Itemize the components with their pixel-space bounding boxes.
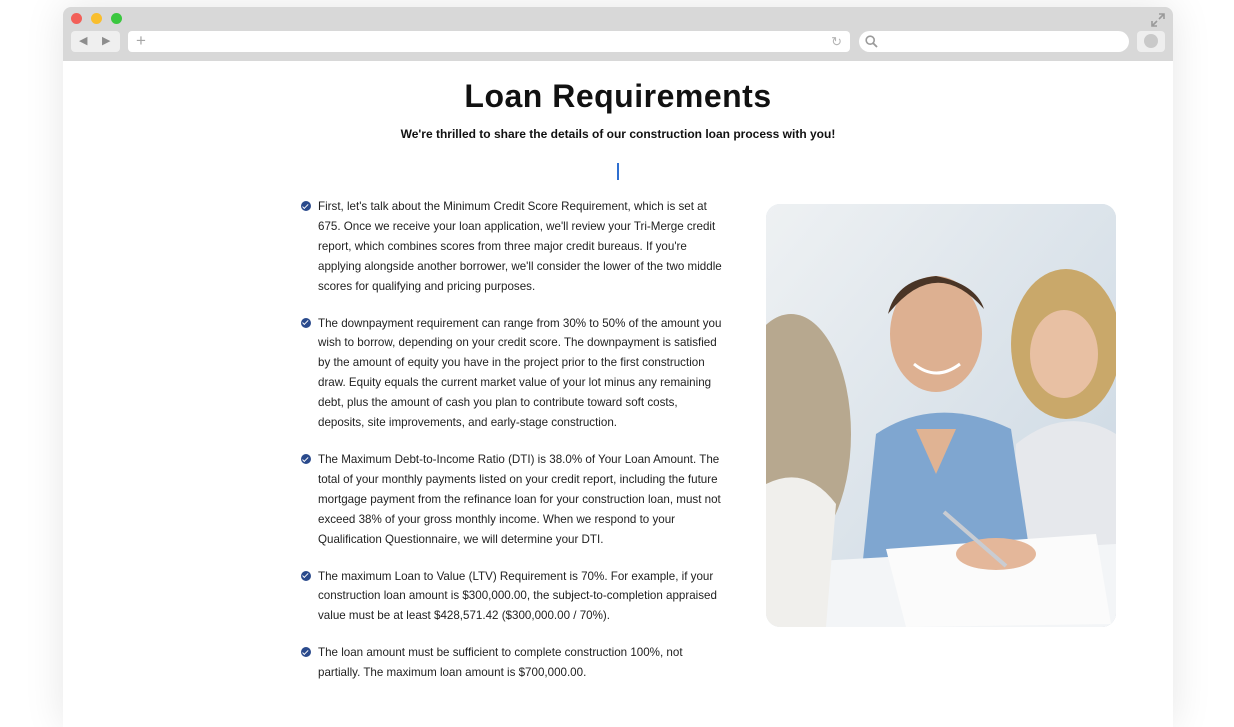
requirement-text: The Maximum Debt-to-Income Ratio (DTI) is 38.0% of Your Loan Amount. The total of your monthly payments listed on your credit report, including the future mortgage payment from the refinance loan for your construction loan, must not exceed 38% of your gross monthly income. When we respond to your Qualification Questionnaire, we will determine your DTI.	[318, 452, 721, 546]
extension-button[interactable]	[1137, 31, 1165, 52]
list-item	[301, 197, 723, 297]
plus-icon[interactable]: +	[136, 31, 146, 50]
navigation-buttons	[71, 31, 120, 52]
requirement-text: The loan amount must be sufficient to complete construction 100%, not partially. The maximum loan amount is $700,000.00.	[318, 646, 683, 680]
extension-icon	[1144, 34, 1158, 48]
page-title: Loan Requirements	[464, 78, 772, 114]
requirements-list	[301, 197, 723, 700]
list-item	[301, 450, 723, 550]
close-window-button[interactable]	[71, 13, 82, 24]
expand-icon[interactable]	[1151, 13, 1165, 27]
check-circle-icon	[301, 201, 311, 211]
reload-icon[interactable]: ↻	[831, 34, 842, 49]
photo-illustration	[766, 204, 1116, 627]
requirement-text: First, let's talk about the Minimum Credit Score Requirement, which is set at 675. Once we receive your loan application, we'll review your Tri-Merge credit report, which combines scores from three major credit bureaus. If you're applying alongside another borrower, we'll consider the lower of the two middle scores for qualifying and pricing purposes.	[318, 200, 722, 293]
back-button[interactable]: ◀	[79, 35, 88, 47]
list-item	[301, 314, 723, 433]
list-item	[301, 643, 723, 683]
browser-window	[63, 7, 1173, 727]
page-subtitle: We're thrilled to share the details of our construction loan process with you!	[400, 127, 836, 141]
check-circle-icon	[301, 647, 311, 657]
page-content	[63, 61, 1173, 727]
forward-button[interactable]: ▶	[102, 35, 111, 47]
requirement-text: The downpayment requirement can range from 30% to 50% of the amount you wish to borrow, depending on your credit score. The downpayment is satisfied by the amount of equity you have in the project prior to the first construction draw. Equity equals the current market value of your lot minus any remaining debt, plus the amount of cash you plan to contribute toward soft costs, deposits, site improvements, and early-stage construction.	[318, 316, 722, 430]
check-circle-icon	[301, 454, 311, 464]
address-bar[interactable]	[128, 31, 850, 52]
check-circle-icon	[301, 571, 311, 581]
requirement-text: The maximum Loan to Value (LTV) Requirement is 70%. For example, if your construction loan amount is $300,000.00, the subject-to-completion appraised value must be at least $428,571.42 ($300,000.00 / 70%).	[318, 569, 717, 623]
minimize-window-button[interactable]	[91, 13, 102, 24]
check-circle-icon	[301, 318, 311, 328]
list-item	[301, 567, 723, 627]
browser-toolbar	[63, 7, 1173, 61]
magnifier-icon	[865, 35, 878, 48]
search-field[interactable]	[859, 31, 1129, 52]
couple-with-advisor-photo	[766, 204, 1116, 627]
zoom-window-button[interactable]	[111, 13, 122, 24]
text-cursor	[617, 163, 619, 180]
